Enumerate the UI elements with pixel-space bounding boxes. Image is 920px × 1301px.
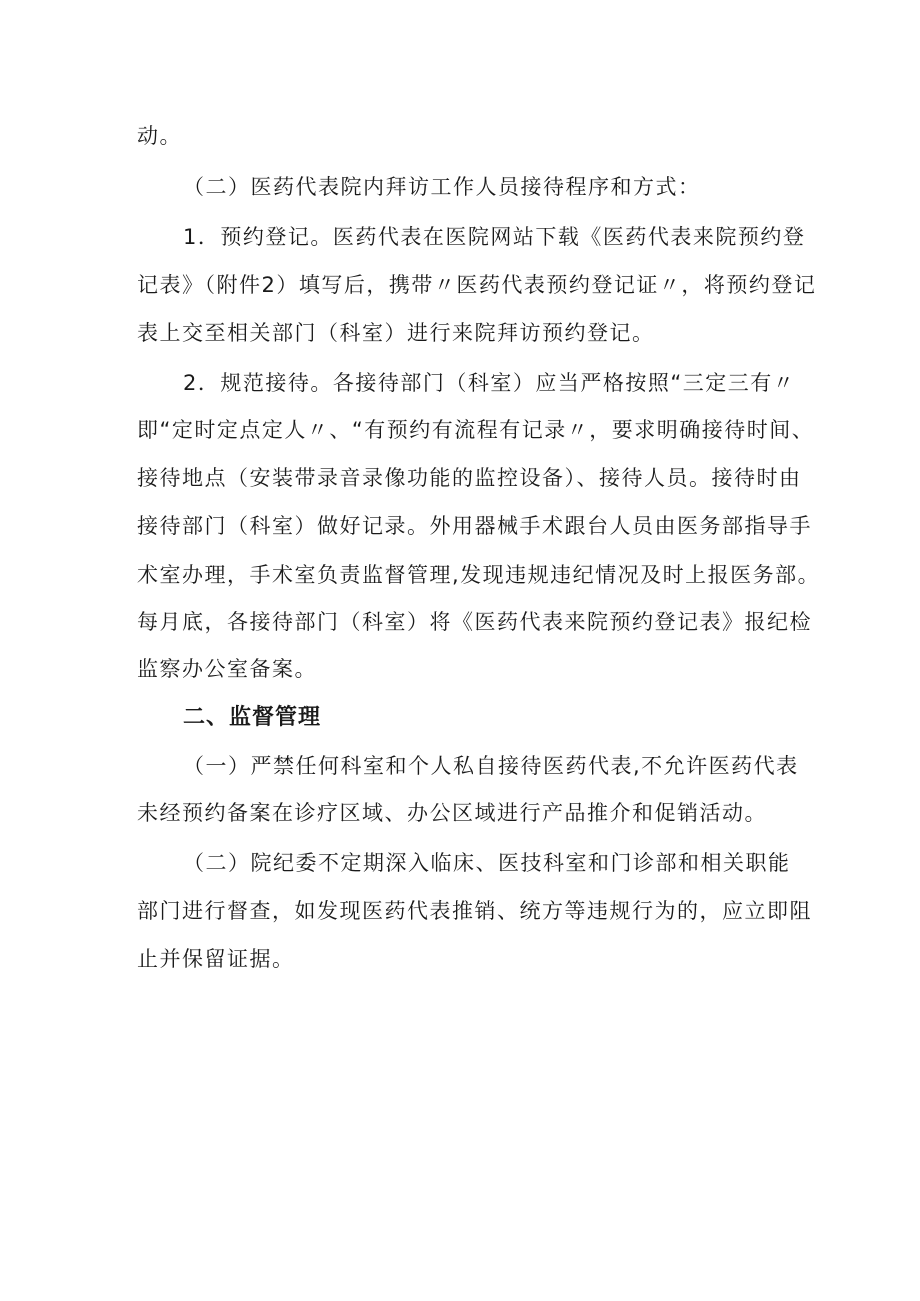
paragraph-line: 监察办公室备案。	[137, 657, 317, 681]
paragraph-line: （一）严禁任何科室和个人私自接待医药代表,不允许医药代表	[183, 754, 799, 778]
paragraph-line: 接待部门（科室）做好记录。外用器械手术跟台人员由医务部指导手	[137, 514, 812, 538]
paragraph-line: 止并保留证据。	[137, 947, 295, 971]
paragraph-line: 表上交至相关部门（科室）进行来院拜访预约登记。	[137, 321, 655, 345]
paragraph-line: 接待地点（安装带录音录像功能的监控设备）、接待人员。接待时由	[137, 466, 802, 490]
paragraph-line: 记表》（附件2）填写后，携带〃医药代表预约登记证〃，将预约登记	[137, 273, 817, 297]
paragraph-line: 未经预约备案在诊疗区域、办公区域进行产品推介和促销活动。	[137, 801, 767, 825]
paragraph-line: 部门进行督查，如发现医药代表推销、统方等违规行为的，应立即阻	[137, 899, 812, 923]
paragraph-line: 动。	[137, 124, 182, 148]
paragraph-line: 2．规范接待。各接待部门（科室）应当严格按照“三定三有〃	[183, 371, 796, 395]
paragraph-line: 术室办理，手术室负责监督管理,发现违规违纪情况及时上报医务部。	[137, 563, 821, 587]
paragraph-line: 1．预约登记。医药代表在医院网站下载《医药代表来院预约登	[183, 225, 806, 249]
section-heading: 二、监督管理	[183, 705, 322, 730]
paragraph-line: （二）医药代表院内拜访工作人员接待程序和方式：	[183, 175, 701, 199]
paragraph-line: 即“定时定点定人〃、“有预约有流程有记录〃，要求明确接待时间、	[137, 418, 815, 442]
paragraph-line: 每月底，各接待部门（科室）将《医药代表来院预约登记表》报纪检	[137, 610, 812, 634]
paragraph-line: （二）院纪委不定期深入临床、医技科室和门诊部和相关职能	[183, 851, 791, 875]
